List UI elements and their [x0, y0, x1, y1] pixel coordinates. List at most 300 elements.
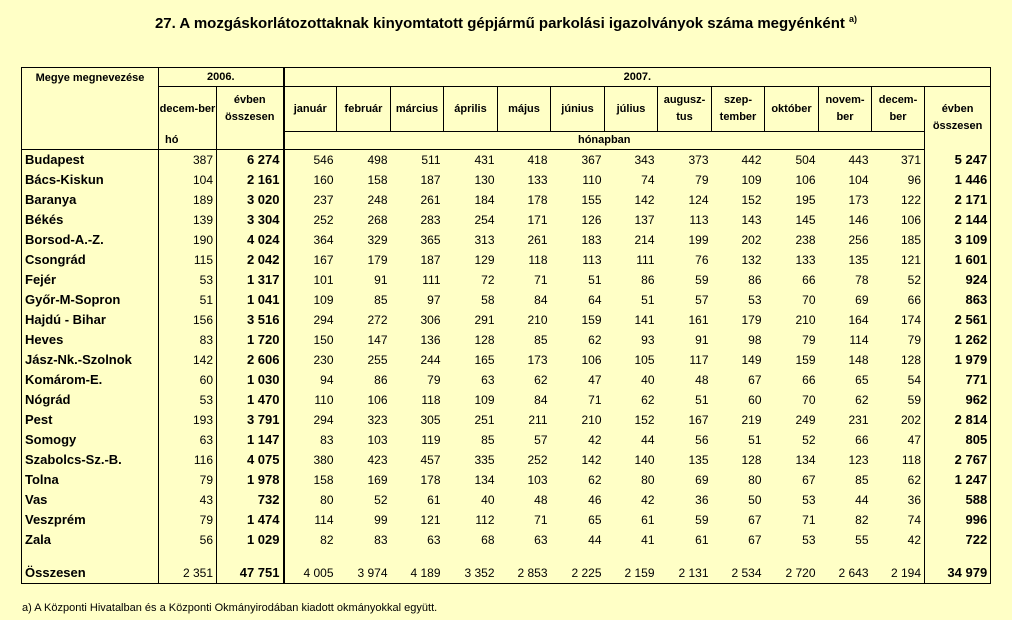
month-value: 61 [641, 513, 655, 527]
month-value: 179 [741, 313, 762, 327]
spacer-cell [765, 550, 819, 563]
spacer-cell [498, 550, 551, 563]
month-value: 255 [367, 353, 388, 367]
month-value: 50 [748, 493, 762, 507]
month-value: 254 [474, 213, 495, 227]
month-value: 167 [688, 413, 709, 427]
county-name: Bács-Kiskun [22, 170, 159, 190]
month-value: 158 [284, 470, 337, 490]
month-value: 67 [802, 473, 816, 487]
month-value: 68 [481, 533, 495, 547]
month-value: 66 [907, 293, 921, 307]
month-value: 261 [420, 193, 441, 207]
month-value: 44 [855, 493, 869, 507]
month-value: 106 [795, 173, 816, 187]
month-value: 61 [427, 493, 441, 507]
month-value: 57 [534, 433, 548, 447]
month-value: 85 [481, 433, 495, 447]
month-value: 143 [741, 213, 762, 227]
month-value: 167 [284, 250, 337, 270]
month-value: 546 [284, 150, 337, 171]
month-value: 42 [641, 493, 655, 507]
table-row [22, 310, 991, 330]
month-value: 63 [534, 533, 548, 547]
month-value: 498 [367, 153, 388, 167]
month-value: 52 [907, 273, 921, 287]
county-name: Szabolcs-Sz.-B. [22, 450, 159, 470]
month-value: 113 [582, 253, 602, 267]
county-name: Somogy [22, 430, 159, 450]
month-value: 51 [695, 393, 709, 407]
month-value: 118 [528, 253, 548, 267]
month-value: 53 [802, 493, 816, 507]
county-name: Győr-M-Sopron [22, 290, 159, 310]
header-row-months [22, 87, 991, 132]
month-value: 36 [695, 493, 709, 507]
month-value: 272 [367, 313, 388, 327]
month-value: 185 [900, 233, 921, 247]
total-2007-value: 3 109 [925, 230, 991, 250]
month-value: 94 [284, 370, 337, 390]
header-month-10: október [765, 87, 819, 132]
table-row [22, 470, 991, 490]
month-value: 74 [907, 513, 921, 527]
month-value: 261 [527, 233, 548, 247]
month-value: 147 [367, 333, 388, 347]
header-ho: hó [159, 132, 217, 150]
total-2007-value: 2 561 [925, 310, 991, 330]
month-value: 79 [907, 333, 921, 347]
spacer-cell [712, 550, 765, 563]
month-value: 511 [421, 153, 441, 167]
total-2006-value: 1 470 [217, 390, 284, 410]
month-value: 52 [374, 493, 388, 507]
month-value: 70 [802, 393, 816, 407]
table-row [22, 370, 991, 390]
county-name: Vas [22, 490, 159, 510]
month-value: 67 [748, 533, 762, 547]
dec-2006-value: 83 [199, 333, 213, 347]
month-value: 62 [534, 373, 548, 387]
month-value: 210 [581, 413, 602, 427]
month-value: 130 [474, 173, 495, 187]
total-2006-value: 3 791 [217, 410, 284, 430]
month-value: 136 [420, 333, 441, 347]
table-row [22, 390, 991, 410]
table-row [22, 230, 991, 250]
month-value: 187 [420, 253, 441, 267]
month-value: 195 [795, 193, 816, 207]
month-value: 42 [588, 433, 602, 447]
month-value: 83 [374, 533, 388, 547]
month-value: 343 [634, 153, 655, 167]
month-value: 211 [528, 413, 548, 427]
total-2007-value: 1 601 [925, 250, 991, 270]
total-2006-value: 1 147 [217, 430, 284, 450]
month-value: 155 [581, 193, 602, 207]
total-2007-value: 1 262 [925, 330, 991, 350]
month-value: 59 [907, 393, 921, 407]
month-value: 2 225 [551, 563, 605, 584]
month-value: 142 [634, 193, 655, 207]
month-value: 47 [907, 433, 921, 447]
county-name: Budapest [22, 150, 159, 171]
month-value: 129 [474, 253, 495, 267]
page-title [0, 14, 1012, 32]
month-value: 63 [427, 533, 441, 547]
month-value: 418 [527, 153, 548, 167]
month-value: 294 [284, 410, 337, 430]
county-name: Heves [22, 330, 159, 350]
month-value: 3 974 [337, 563, 391, 584]
month-value: 371 [900, 153, 921, 167]
month-value: 111 [636, 253, 655, 267]
dec-2006-value: 63 [199, 433, 213, 447]
month-value: 62 [907, 473, 921, 487]
month-value: 86 [748, 273, 762, 287]
month-value: 146 [848, 213, 869, 227]
total-2006-value: 1 720 [217, 330, 284, 350]
month-value: 99 [374, 513, 388, 527]
dec-2006-value: 51 [199, 293, 213, 307]
month-value: 44 [588, 533, 602, 547]
month-value: 113 [689, 213, 709, 227]
month-value: 114 [284, 510, 337, 530]
header-2006: 2006. [159, 68, 284, 87]
month-value: 121 [420, 513, 441, 527]
month-value: 64 [588, 293, 602, 307]
total-2006-value: 1 978 [217, 470, 284, 490]
month-value: 109 [474, 393, 495, 407]
month-value: 214 [634, 233, 655, 247]
month-value: 85 [374, 293, 388, 307]
month-value: 97 [427, 293, 441, 307]
total-2006-value: 47 751 [217, 563, 284, 584]
total-2007-value: 771 [925, 370, 991, 390]
month-value: 103 [367, 433, 388, 447]
dec-2006-value: 56 [199, 533, 213, 547]
month-value: 79 [802, 333, 816, 347]
month-value: 178 [527, 193, 548, 207]
total-2006-value: 6 274 [217, 150, 284, 171]
month-value: 179 [367, 253, 388, 267]
month-value: 210 [527, 313, 548, 327]
month-value: 313 [474, 233, 495, 247]
total-2007-value: 5 247 [925, 150, 991, 171]
dec-2006-value: 193 [192, 413, 213, 427]
month-value: 71 [588, 393, 602, 407]
month-value: 249 [795, 413, 816, 427]
month-value: 67 [748, 513, 762, 527]
month-value: 152 [634, 413, 655, 427]
total-2006-value: 4 075 [217, 450, 284, 470]
table-row [22, 170, 991, 190]
total-2006-value: 3 020 [217, 190, 284, 210]
month-value: 164 [848, 313, 869, 327]
month-value: 46 [588, 493, 602, 507]
county-name: Fejér [22, 270, 159, 290]
county-name: Pest [22, 410, 159, 430]
month-value: 252 [527, 453, 548, 467]
title-note: a) [849, 14, 858, 24]
dec-2006-value: 79 [199, 513, 213, 527]
month-value: 48 [534, 493, 548, 507]
month-value: 79 [427, 373, 441, 387]
header-month-9: szep-tember [712, 87, 765, 132]
county-name: Komárom-E. [22, 370, 159, 390]
header-ho-empty [217, 132, 284, 150]
month-value: 91 [695, 333, 709, 347]
month-value: 53 [802, 533, 816, 547]
county-name: Békés [22, 210, 159, 230]
county-name: Veszprém [22, 510, 159, 530]
month-value: 364 [284, 230, 337, 250]
month-value: 2 194 [872, 563, 925, 584]
month-value: 110 [284, 390, 337, 410]
month-value: 98 [748, 333, 762, 347]
total-2006-value: 4 024 [217, 230, 284, 250]
month-value: 238 [795, 233, 816, 247]
month-value: 431 [474, 153, 495, 167]
month-value: 123 [848, 453, 869, 467]
month-value: 184 [474, 193, 495, 207]
header-month-8: augusz-tus [658, 87, 712, 132]
month-value: 63 [481, 373, 495, 387]
month-value: 106 [900, 213, 921, 227]
county-name: Tolna [22, 470, 159, 490]
dec-2006-value: 190 [192, 233, 213, 247]
dec-2006-value: 139 [192, 213, 213, 227]
total-2007-value: 722 [925, 530, 991, 550]
month-value: 4 005 [284, 563, 337, 584]
table-row [22, 510, 991, 530]
table-row [22, 450, 991, 470]
total-2007-value: 2 171 [925, 190, 991, 210]
total-2007-value: 2 814 [925, 410, 991, 430]
spacer-cell [22, 550, 159, 563]
header-total-2006: évben összesen [217, 87, 284, 132]
table-row [22, 350, 991, 370]
month-value: 72 [481, 273, 495, 287]
month-value: 85 [534, 333, 548, 347]
total-2006-value: 1 029 [217, 530, 284, 550]
month-value: 367 [581, 153, 602, 167]
month-value: 128 [741, 453, 762, 467]
month-value: 59 [695, 513, 709, 527]
total-2007-value: 1 979 [925, 350, 991, 370]
month-value: 111 [422, 273, 441, 287]
total-2006-value: 2 606 [217, 350, 284, 370]
month-value: 294 [284, 310, 337, 330]
month-value: 40 [641, 373, 655, 387]
total-2007-value: 805 [925, 430, 991, 450]
header-row-years [22, 68, 991, 87]
month-value: 119 [421, 433, 441, 447]
month-value: 2 131 [658, 563, 712, 584]
month-value: 74 [641, 173, 655, 187]
spacer-row [22, 550, 991, 563]
spacer-cell [444, 550, 498, 563]
month-value: 110 [582, 173, 602, 187]
month-value: 2 853 [498, 563, 551, 584]
month-value: 51 [748, 433, 762, 447]
month-value: 210 [795, 313, 816, 327]
month-value: 71 [534, 273, 548, 287]
month-value: 101 [284, 270, 337, 290]
header-county [22, 68, 159, 150]
month-value: 335 [474, 453, 495, 467]
month-value: 61 [695, 533, 709, 547]
header-total-2007: évben összesen [925, 87, 991, 150]
spacer-cell [159, 550, 217, 563]
month-value: 86 [374, 373, 388, 387]
month-value: 140 [634, 453, 655, 467]
month-value: 118 [421, 393, 441, 407]
month-value: 36 [907, 493, 921, 507]
county-name: Összesen [22, 563, 159, 584]
month-value: 122 [900, 193, 921, 207]
month-value: 112 [475, 513, 495, 527]
month-value: 41 [641, 533, 655, 547]
month-value: 323 [367, 413, 388, 427]
month-value: 59 [695, 273, 709, 287]
month-value: 121 [900, 253, 921, 267]
spacer-cell [819, 550, 872, 563]
month-value: 165 [474, 353, 495, 367]
month-value: 117 [689, 353, 709, 367]
spacer-cell [872, 550, 925, 563]
month-value: 423 [367, 453, 388, 467]
month-value: 252 [284, 210, 337, 230]
month-value: 71 [534, 513, 548, 527]
month-value: 65 [855, 373, 869, 387]
month-value: 135 [688, 453, 709, 467]
month-value: 48 [695, 373, 709, 387]
month-value: 237 [284, 190, 337, 210]
spacer-cell [391, 550, 444, 563]
spacer-cell [284, 550, 337, 563]
county-name: Csongrád [22, 250, 159, 270]
month-value: 126 [581, 213, 602, 227]
dec-2006-value: 189 [192, 193, 213, 207]
county-name: Zala [22, 530, 159, 550]
spacer-cell [658, 550, 712, 563]
dec-2006-value: 387 [192, 153, 213, 167]
month-value: 80 [284, 490, 337, 510]
month-value: 62 [588, 473, 602, 487]
dec-2006-value: 104 [192, 173, 213, 187]
header-month-6: június [551, 87, 605, 132]
month-value: 2 534 [712, 563, 765, 584]
month-value: 291 [474, 313, 495, 327]
dec-2006-value: 53 [199, 273, 213, 287]
month-value: 80 [641, 473, 655, 487]
month-value: 57 [695, 293, 709, 307]
month-value: 66 [855, 433, 869, 447]
month-value: 105 [634, 353, 655, 367]
month-value: 158 [367, 173, 388, 187]
month-value: 56 [695, 433, 709, 447]
month-value: 54 [907, 373, 921, 387]
total-2006-value: 1 317 [217, 270, 284, 290]
month-value: 132 [741, 253, 762, 267]
dec-2006-value: 79 [199, 473, 213, 487]
month-value: 103 [527, 473, 548, 487]
header-month-5: május [498, 87, 551, 132]
dec-2006-value: 43 [199, 493, 213, 507]
county-name: Baranya [22, 190, 159, 210]
month-value: 174 [900, 313, 921, 327]
total-2007-value: 2 144 [925, 210, 991, 230]
month-value: 55 [855, 533, 869, 547]
month-value: 51 [641, 293, 655, 307]
month-value: 219 [741, 413, 762, 427]
month-value: 305 [420, 413, 441, 427]
month-value: 79 [695, 173, 709, 187]
footnote: a) A Központi Hivatalban és a Központi Okmányirodában kiadott okmányokkal együtt. [22, 602, 438, 614]
total-2006-value: 3 516 [217, 310, 284, 330]
month-value: 159 [795, 353, 816, 367]
month-value: 171 [527, 213, 548, 227]
month-value: 69 [695, 473, 709, 487]
month-value: 2 720 [765, 563, 819, 584]
month-value: 78 [855, 273, 869, 287]
month-value: 71 [802, 513, 816, 527]
total-2007-value: 588 [925, 490, 991, 510]
header-honapban: hónapban [284, 132, 925, 150]
table-row [22, 410, 991, 430]
month-value: 160 [284, 170, 337, 190]
total-2007-value: 863 [925, 290, 991, 310]
month-value: 65 [588, 513, 602, 527]
month-value: 128 [474, 333, 495, 347]
month-value: 145 [795, 213, 816, 227]
month-value: 109 [741, 173, 762, 187]
table-row [22, 150, 991, 171]
month-value: 109 [284, 290, 337, 310]
month-value: 199 [688, 233, 709, 247]
month-value: 67 [748, 373, 762, 387]
month-value: 148 [848, 353, 869, 367]
month-value: 62 [641, 393, 655, 407]
month-value: 128 [900, 353, 921, 367]
month-value: 84 [534, 293, 548, 307]
total-2007-value: 924 [925, 270, 991, 290]
month-value: 44 [641, 433, 655, 447]
month-value: 178 [420, 473, 441, 487]
month-value: 202 [900, 413, 921, 427]
header-row-units [22, 132, 991, 150]
month-value: 66 [802, 273, 816, 287]
county-name: Borsod-A.-Z. [22, 230, 159, 250]
month-value: 52 [802, 433, 816, 447]
month-value: 104 [848, 173, 869, 187]
table-row [22, 490, 991, 510]
month-value: 58 [481, 293, 495, 307]
table-row [22, 530, 991, 550]
month-value: 106 [367, 393, 388, 407]
month-value: 53 [748, 293, 762, 307]
month-value: 82 [284, 530, 337, 550]
month-value: 443 [848, 153, 869, 167]
month-value: 84 [534, 393, 548, 407]
total-2006-value: 1 030 [217, 370, 284, 390]
month-value: 114 [849, 333, 869, 347]
table-row [22, 190, 991, 210]
month-value: 82 [855, 513, 869, 527]
month-value: 251 [474, 413, 495, 427]
month-value: 96 [907, 173, 921, 187]
